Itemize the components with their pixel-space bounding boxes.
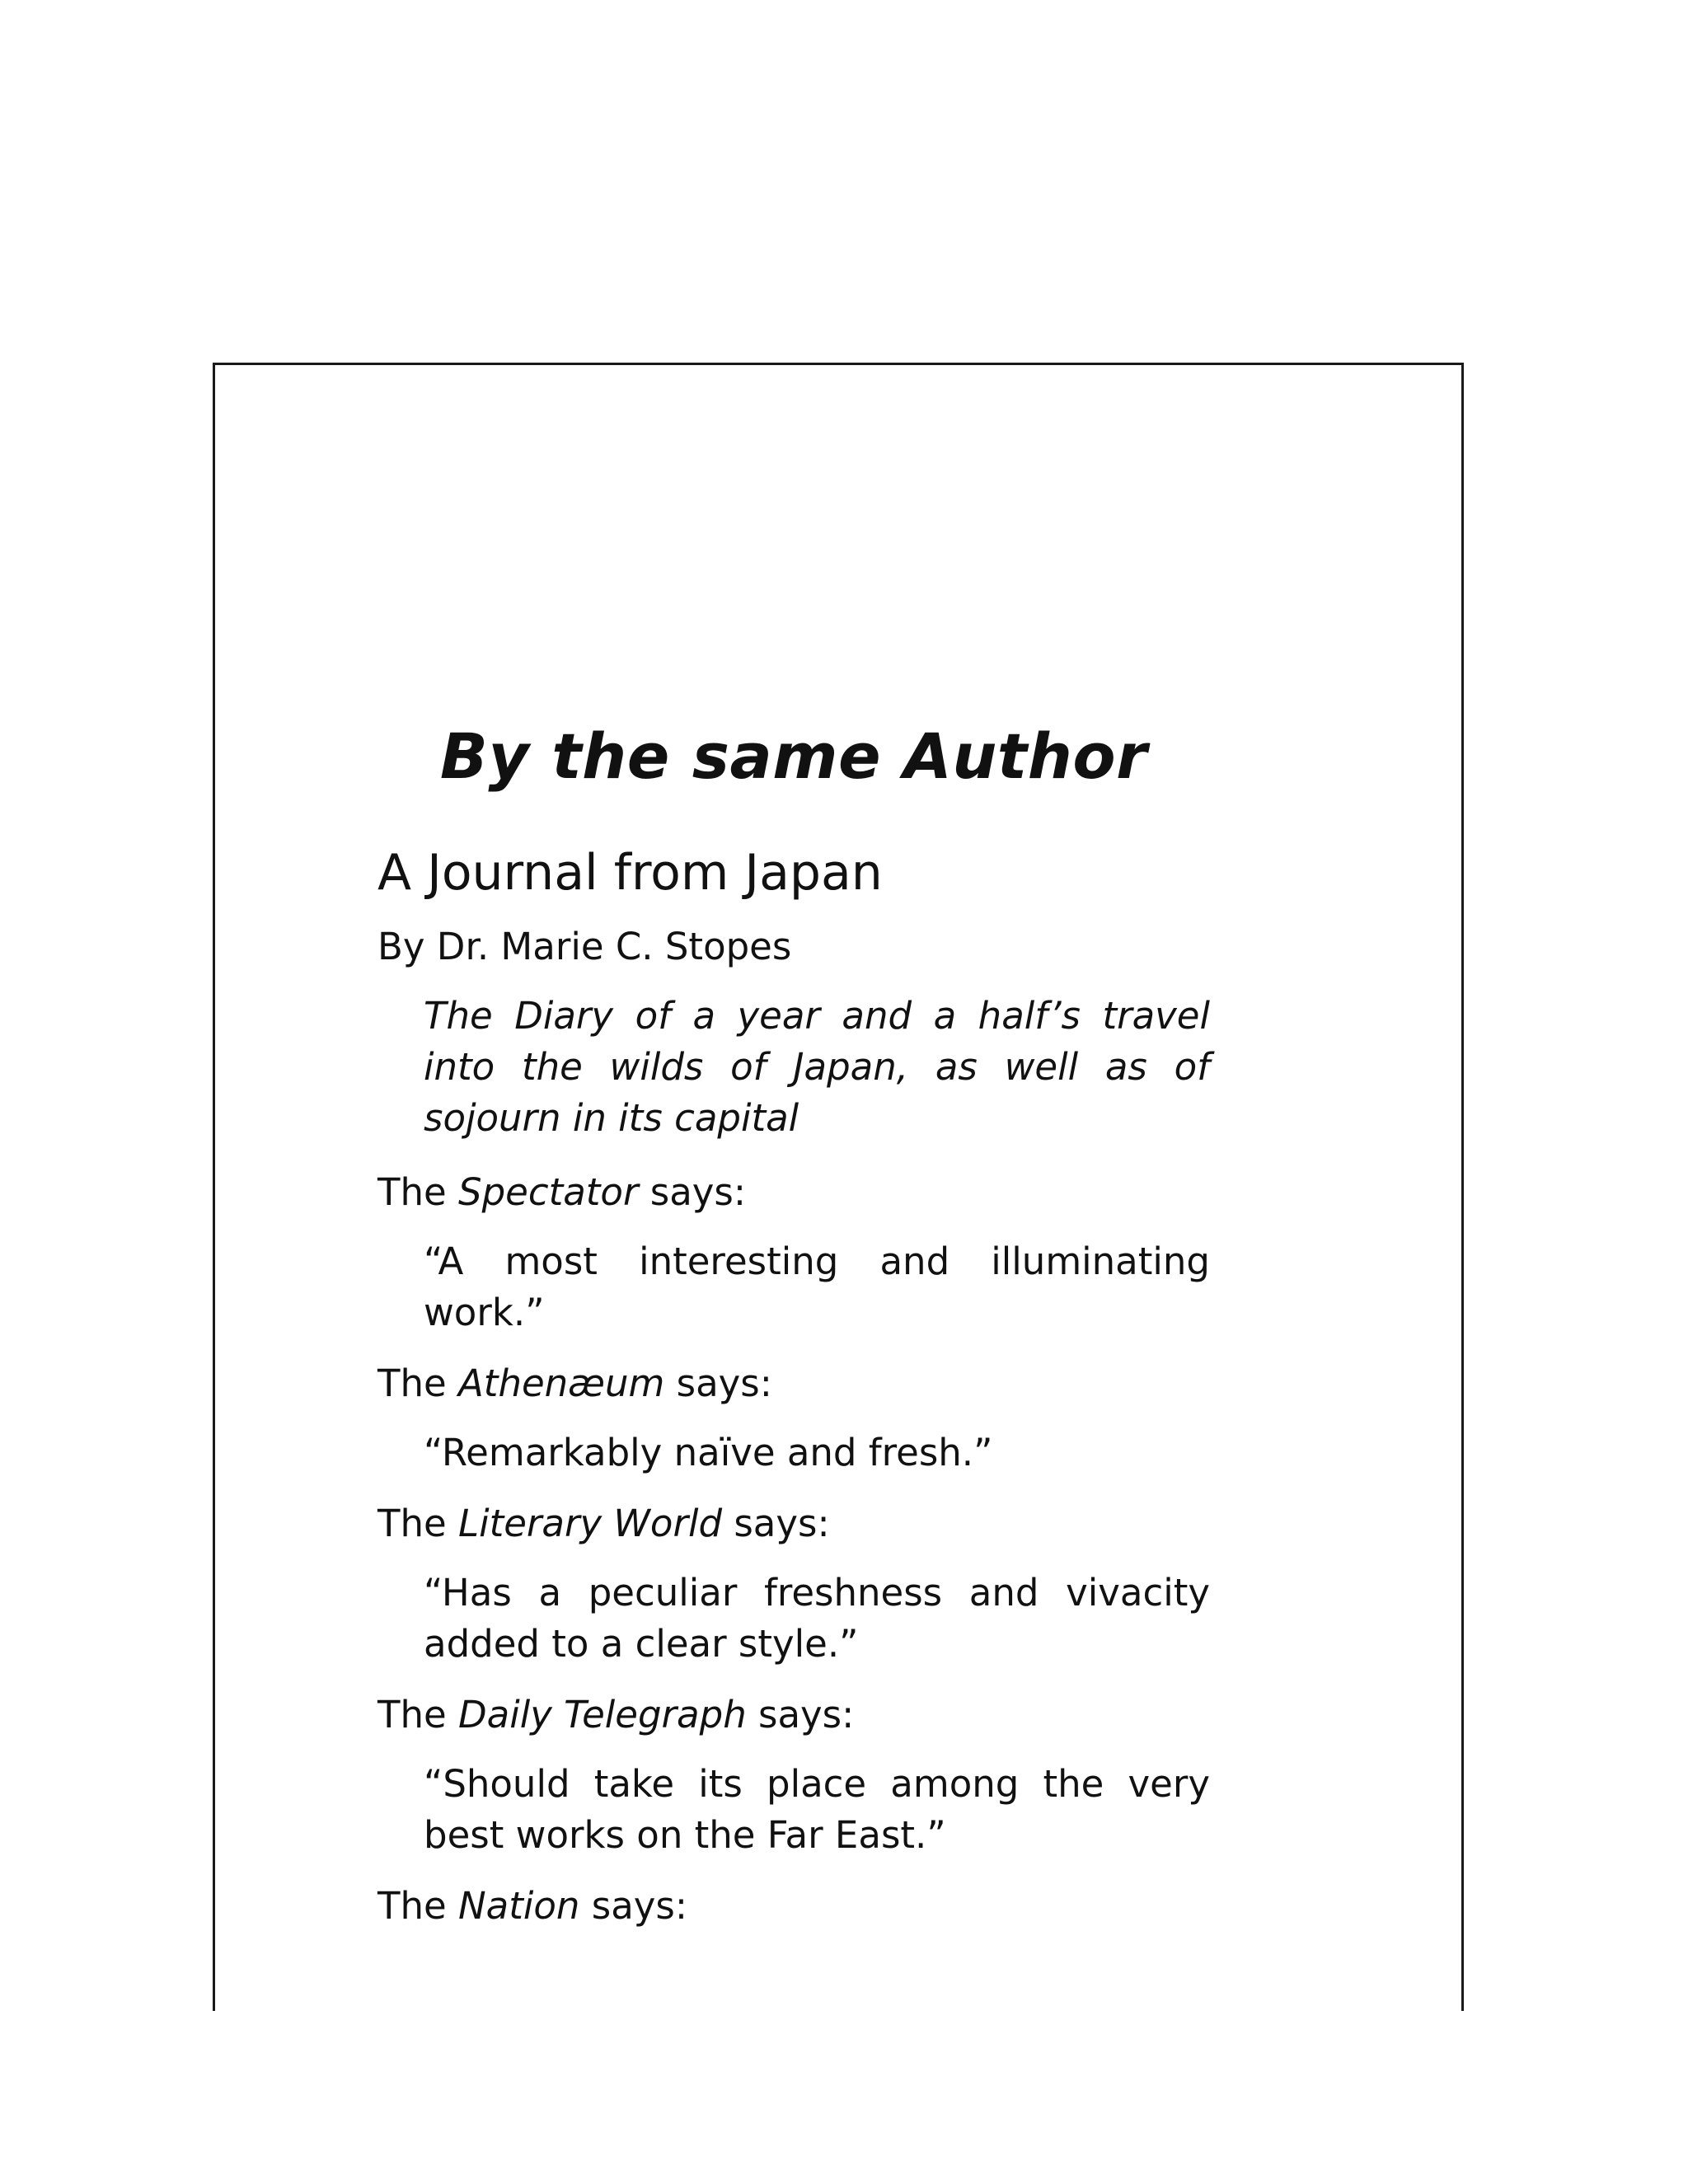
publication-name: Athenæum (458, 1361, 665, 1405)
review-suffix: says: (591, 1884, 688, 1928)
publication-name: Spectator (458, 1170, 639, 1214)
review-source-daily-telegraph (377, 1690, 1210, 1741)
publication-name: Daily Telegraph (458, 1693, 747, 1736)
review-prefix: The (377, 1693, 447, 1736)
review-quote: “Has a peculiar freshness and vivacity added to a clear style.” (424, 1571, 1210, 1666)
book-byline: By Dr. Marie C. Stopes (377, 925, 792, 968)
review-prefix: The (377, 1170, 447, 1214)
book-description: The Diary of a year and a half’s travel into the wilds of Japan, as well as of sojourn in its capital (424, 994, 1210, 1140)
review-suffix: says: (649, 1170, 747, 1214)
publication-name: Literary World (458, 1502, 723, 1545)
review-quote: “Should take its place among the very best works on the Far East.” (424, 1762, 1210, 1857)
review-prefix: The (377, 1502, 447, 1545)
review-quote: “A most interesting and illuminating work.” (424, 1240, 1210, 1334)
review-prefix: The (377, 1361, 447, 1405)
book-title: A Journal from Japan (377, 844, 883, 902)
review-suffix: says: (734, 1502, 830, 1545)
review-source-literary-world (377, 1498, 1210, 1549)
review-quote: “Remarkably naïve and fresh.” (424, 1431, 993, 1474)
page-heading: By the same Author (439, 719, 1148, 793)
publication-name: Nation (458, 1884, 580, 1928)
review-suffix: says: (758, 1693, 855, 1736)
review-source-athenaeum (377, 1358, 1210, 1409)
review-source-nation (377, 1881, 1210, 1932)
review-suffix: says: (676, 1361, 772, 1405)
page-content (377, 719, 1210, 1950)
review-source-spectator (377, 1167, 1210, 1218)
review-prefix: The (377, 1884, 447, 1928)
